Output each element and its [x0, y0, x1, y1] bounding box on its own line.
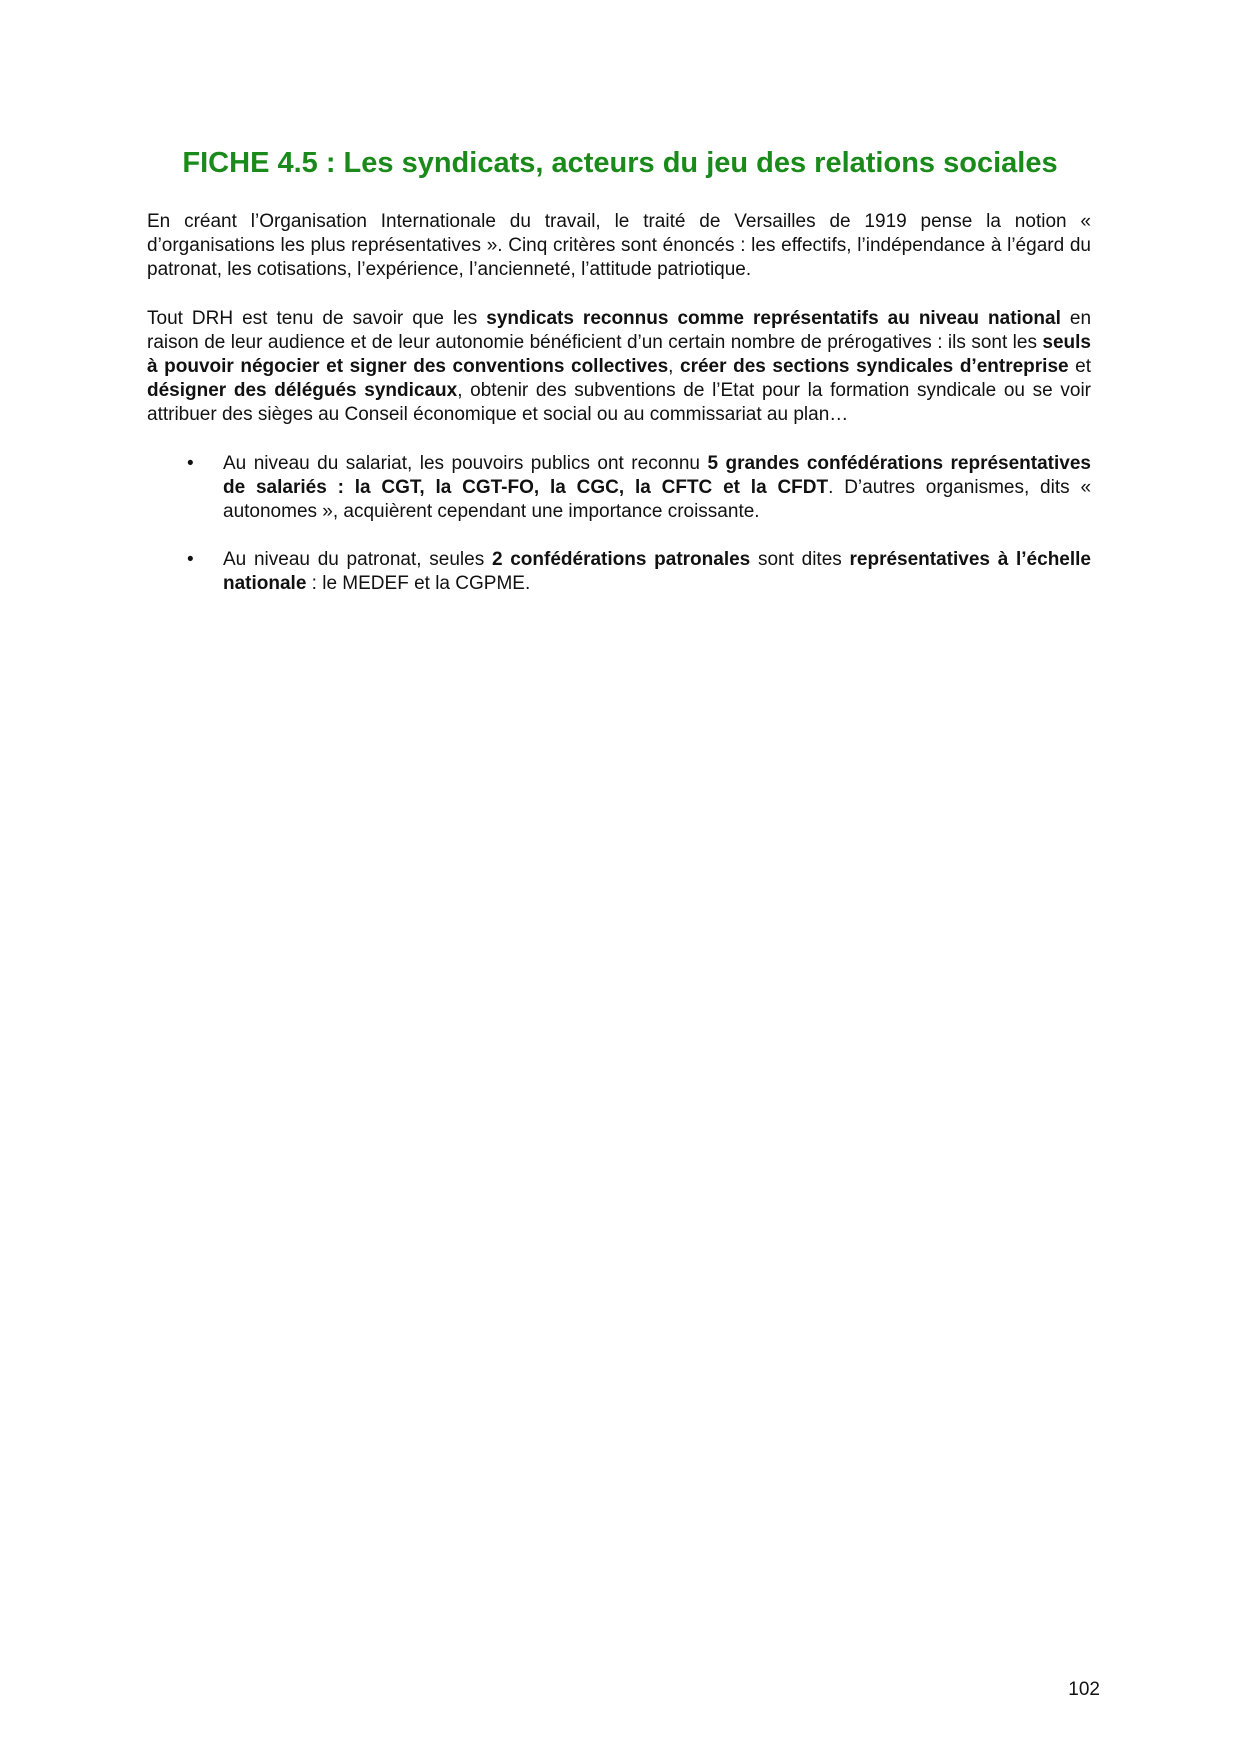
list-item-patronat [147, 548, 1091, 596]
page-title: FICHE 4.5 : Les syndicats, acteurs du jeu des relations sociales [182, 147, 1058, 179]
bold-run: syndicats reconnus comme représentatifs au niveau national [486, 307, 1061, 329]
text-run: : le MEDEF et la CGPME. [306, 573, 531, 595]
bold-run: 5 grandes confédérations représentatives de salariés : la CGT, la CGT-FO, la CGC, la CFTC et la CFDT [223, 452, 1091, 498]
text-run: , obtenir des subventions de l’Etat pour la formation syndicale ou se voir attribuer des sièges au Conseil économique et social ou au commissariat au plan… [147, 380, 1091, 426]
bullet-icon: • [187, 549, 194, 571]
list-item-salariat [147, 452, 1091, 525]
paragraph-drh [147, 307, 1091, 428]
text-run: en raison de leur audience et de leur autonomie bénéficient d’un certain nombre de prérogatives : ils sont les [147, 307, 1092, 353]
page-number: 102 [1068, 1679, 1100, 1700]
text-run: Au niveau du salariat, les pouvoirs publics ont reconnu [223, 452, 708, 474]
bold-run: représentatives à l’échelle nationale [223, 549, 1091, 595]
text-run: , [668, 356, 681, 378]
paragraph-intro: En créant l’Organisation Internationale du travail, le traité de Versailles de 1919 pense la notion « d’organisations les plus représentatives ». Cinq critères sont énoncés : les effectifs, l’indépendance à l’égard du patronat, les cotisations, l’expérience, l’ancienneté, l’attitude patriotique. [147, 211, 1091, 281]
bullet-list [147, 452, 1091, 597]
bold-run: désigner des délégués syndicaux [147, 380, 458, 402]
bullet-icon: • [187, 452, 194, 474]
text-run: sont dites [750, 549, 850, 571]
text-run: . D’autres organismes, dits « autonomes », acquièrent cependant une importance croissante. [223, 476, 1092, 523]
bold-run: seuls à pouvoir négocier et signer des conventions collectives [147, 331, 1091, 378]
bold-run: 2 confédérations patronales [491, 549, 751, 571]
document-body [147, 210, 1091, 621]
text-run: Tout DRH est tenu de savoir que les [147, 307, 487, 329]
text-run: Au niveau du patronat, seules [223, 549, 492, 571]
bold-run: créer des sections syndicales d’entreprise [680, 356, 1069, 378]
text-run: et [1068, 356, 1091, 378]
